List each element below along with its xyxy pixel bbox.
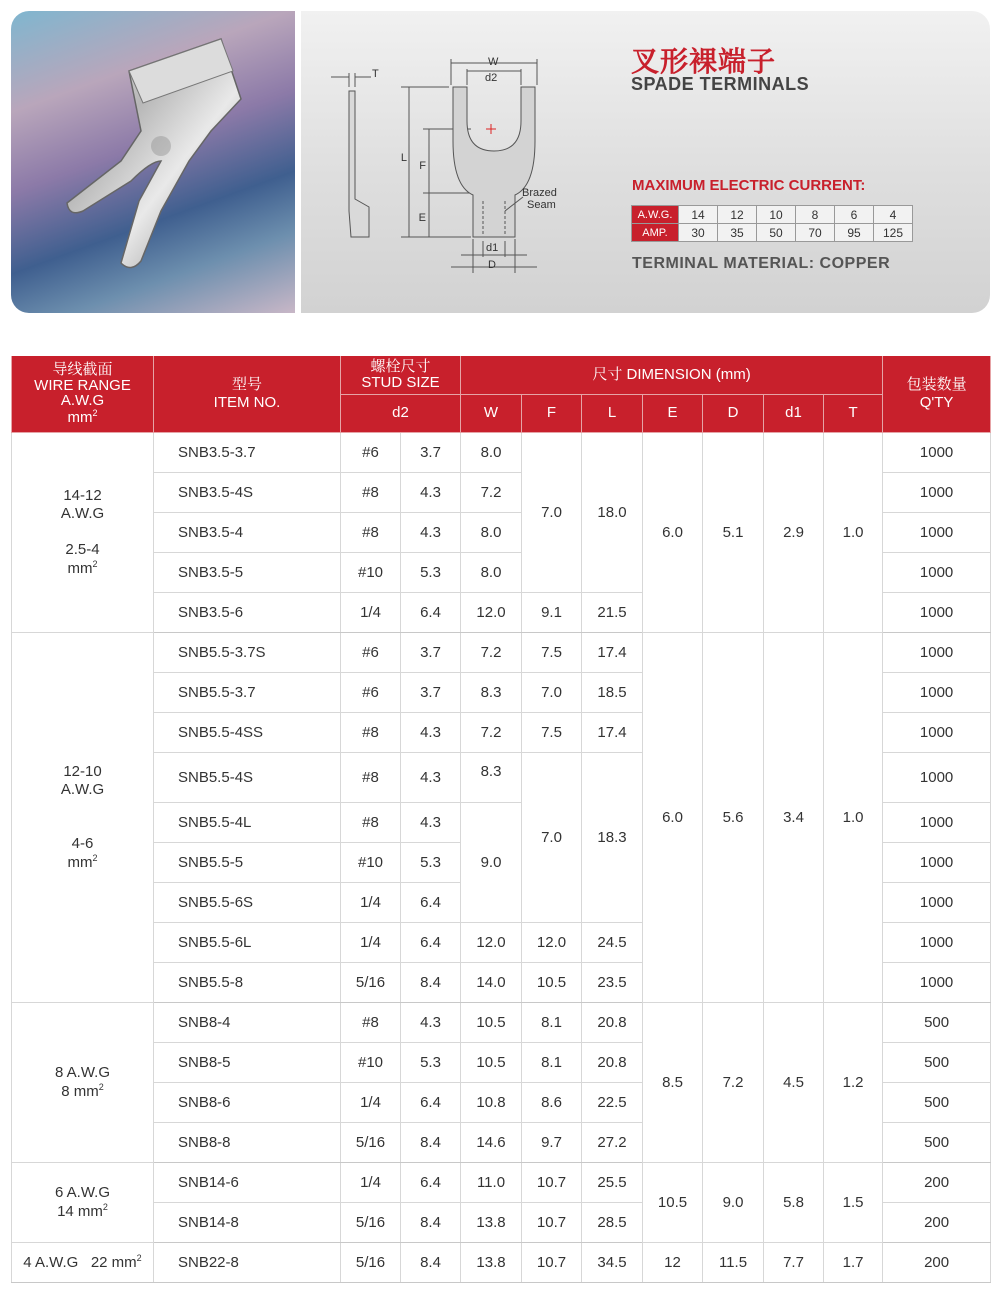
w-cell: 14.0	[461, 962, 522, 1002]
wire-range-cell: 14-12 A.W.G 2.5-4 $mm^2$	[12, 432, 154, 632]
e-cell: 6.0	[643, 432, 703, 632]
l-cell: 22.5	[582, 1082, 643, 1122]
d2-cell: 6.4	[401, 882, 461, 922]
w-cell: 14.6	[461, 1122, 522, 1162]
d2-cell: 6.4	[401, 592, 461, 632]
wire-range-cell: 8 A.W.G 8 $mm^2$	[12, 1002, 154, 1162]
stud-cell: #6	[341, 632, 401, 672]
d-cell: 11.5	[703, 1242, 764, 1282]
qty-cell: 1000	[883, 922, 991, 962]
page-title-cn: 叉形裸端子	[631, 46, 777, 77]
label-f: F	[419, 160, 426, 172]
item-cell: SNB5.5-4L	[154, 802, 341, 842]
w-cell: 12.0	[461, 592, 522, 632]
l-cell: 23.5	[582, 962, 643, 1002]
stud-cell: 5/16	[341, 962, 401, 1002]
amp-cell: 35	[718, 224, 757, 242]
stud-cell: #8	[341, 752, 401, 802]
item-cell: SNB3.5-5	[154, 552, 341, 592]
t-cell: 1.0	[824, 432, 883, 632]
header-e: E	[643, 394, 703, 432]
label-l: L	[400, 152, 407, 164]
w-cell: 10.8	[461, 1082, 522, 1122]
awg-label: A.W.G.	[632, 206, 679, 224]
w-cell: 7.2	[461, 712, 522, 752]
stud-cell: #10	[341, 842, 401, 882]
table-row	[12, 1242, 991, 1282]
table-row	[12, 432, 991, 472]
l-cell: 20.8	[582, 1002, 643, 1042]
page-title-en: SPADE TERMINALS	[631, 74, 810, 94]
d1-cell: 3.4	[764, 632, 824, 1002]
d2-cell: 8.4	[401, 962, 461, 1002]
d2-cell: 4.3	[401, 752, 461, 802]
d1-cell: 2.9	[764, 432, 824, 632]
header-f: F	[522, 394, 582, 432]
current-title: MAXIMUM ELECTRIC CURRENT:	[632, 177, 866, 194]
amp-cell: 70	[796, 224, 835, 242]
stud-cell: 1/4	[341, 922, 401, 962]
item-cell: SNB5.5-3.7	[154, 672, 341, 712]
l-cell: 17.4	[582, 712, 643, 752]
amp-row	[632, 224, 913, 242]
awg-cell: 6	[835, 206, 874, 224]
d2-cell: 4.3	[401, 472, 461, 512]
qty-cell: 1000	[883, 632, 991, 672]
wire-range-cell: 6 A.W.G 14 $mm^2$	[12, 1162, 154, 1242]
table-row	[12, 1002, 991, 1042]
w-cell: 8.3	[461, 672, 522, 712]
f-cell: 8.1	[522, 1002, 582, 1042]
qty-cell: 1000	[883, 592, 991, 632]
qty-cell: 1000	[883, 672, 991, 712]
f-cell: 12.0	[522, 922, 582, 962]
qty-cell: 1000	[883, 552, 991, 592]
f-cell: 7.0	[522, 432, 582, 592]
l-cell: 34.5	[582, 1242, 643, 1282]
item-cell: SNB5.5-6S	[154, 882, 341, 922]
f-cell: 10.7	[522, 1202, 582, 1242]
spade-terminal-image	[11, 11, 295, 313]
amp-cell: 95	[835, 224, 874, 242]
w-cell: 8.0	[461, 552, 522, 592]
item-cell: SNB8-8	[154, 1122, 341, 1162]
w-cell: 10.5	[461, 1042, 522, 1082]
d2-cell: 5.3	[401, 552, 461, 592]
item-cell: SNB8-6	[154, 1082, 341, 1122]
w-cell: 8.0	[461, 512, 522, 552]
awg-cell: 4	[874, 206, 913, 224]
item-cell: SNB5.5-4SS	[154, 712, 341, 752]
label-brazed: Brazed	[522, 187, 557, 199]
f-cell: 7.5	[522, 712, 582, 752]
e-cell: 10.5	[643, 1162, 703, 1242]
terminal-material: TERMINAL MATERIAL: COPPER	[632, 255, 891, 272]
d2-cell: 4.3	[401, 802, 461, 842]
d-cell: 9.0	[703, 1162, 764, 1242]
stud-cell: 1/4	[341, 1082, 401, 1122]
f-cell: 8.6	[522, 1082, 582, 1122]
d2-cell: 8.4	[401, 1122, 461, 1162]
header-item: 型号 ITEM NO.	[154, 356, 341, 432]
l-cell: 25.5	[582, 1162, 643, 1202]
label-d2: d2	[485, 72, 498, 84]
d1-cell: 4.5	[764, 1002, 824, 1162]
t-cell: 1.2	[824, 1002, 883, 1162]
d2-cell: 3.7	[401, 632, 461, 672]
t-cell: 1.0	[824, 632, 883, 1002]
item-cell: SNB3.5-4	[154, 512, 341, 552]
l-cell: 24.5	[582, 922, 643, 962]
f-cell: 8.1	[522, 1042, 582, 1082]
l-cell: 18.3	[582, 752, 643, 922]
l-cell: 20.8	[582, 1042, 643, 1082]
wire-range-cell: 12-10 A.W.G 4-6 $mm^2$	[12, 632, 154, 1002]
header-d2: d2	[341, 394, 461, 432]
e-cell: 6.0	[643, 632, 703, 1002]
header-d: D	[703, 394, 764, 432]
t-cell: 1.7	[824, 1242, 883, 1282]
d2-cell: 4.3	[401, 512, 461, 552]
w-cell: 7.2	[461, 632, 522, 672]
amp-label: AMP.	[632, 224, 679, 242]
header-d1: d1	[764, 394, 824, 432]
l-cell: 28.5	[582, 1202, 643, 1242]
label-d1: d1	[486, 242, 499, 254]
d-cell: 5.6	[703, 632, 764, 1002]
w-cell: 13.8	[461, 1202, 522, 1242]
stud-cell: #8	[341, 472, 401, 512]
table-row	[12, 1162, 991, 1202]
item-cell: SNB3.5-3.7	[154, 432, 341, 472]
table-row	[12, 632, 991, 672]
d2-cell: 4.3	[401, 712, 461, 752]
w-cell: 7.2	[461, 472, 522, 512]
f-cell: 10.7	[522, 1242, 582, 1282]
stud-cell: 1/4	[341, 592, 401, 632]
item-cell: SNB22-8	[154, 1242, 341, 1282]
header-qty: 包装数量 Q'TY	[883, 356, 991, 432]
d2-cell: 3.7	[401, 432, 461, 472]
qty-cell: 1000	[883, 882, 991, 922]
stud-cell: 1/4	[341, 882, 401, 922]
w-cell: 8.0	[461, 432, 522, 472]
amp-cell: 125	[874, 224, 913, 242]
stud-cell: 5/16	[341, 1122, 401, 1162]
qty-cell: 1000	[883, 432, 991, 472]
e-cell: 8.5	[643, 1002, 703, 1162]
product-photo	[11, 11, 295, 313]
item-cell: SNB5.5-3.7S	[154, 632, 341, 672]
item-cell: SNB8-5	[154, 1042, 341, 1082]
l-cell: 21.5	[582, 592, 643, 632]
item-cell: SNB14-8	[154, 1202, 341, 1242]
header-w: W	[461, 394, 522, 432]
t-cell: 1.5	[824, 1162, 883, 1242]
item-cell: SNB5.5-5	[154, 842, 341, 882]
qty-cell: 500	[883, 1042, 991, 1082]
f-cell: 9.7	[522, 1122, 582, 1162]
w-cell: 12.0	[461, 922, 522, 962]
stud-cell: #8	[341, 712, 401, 752]
item-cell: SNB14-6	[154, 1162, 341, 1202]
item-cell: SNB5.5-8	[154, 962, 341, 1002]
d2-cell: 4.3	[401, 1002, 461, 1042]
header-wire-range: 导线截面 WIRE RANGE A.W.G $mm^2$	[12, 356, 154, 432]
qty-cell: 1000	[883, 752, 991, 802]
qty-cell: 1000	[883, 842, 991, 882]
d2-cell: 6.4	[401, 922, 461, 962]
item-cell: SNB5.5-6L	[154, 922, 341, 962]
qty-cell: 200	[883, 1162, 991, 1202]
item-cell: SNB8-4	[154, 1002, 341, 1042]
qty-cell: 500	[883, 1122, 991, 1162]
f-cell: 10.5	[522, 962, 582, 1002]
stud-cell: #8	[341, 802, 401, 842]
amp-cell: 50	[757, 224, 796, 242]
label-d: D	[488, 259, 496, 271]
f-cell: 7.0	[522, 752, 582, 922]
qty-cell: 200	[883, 1202, 991, 1242]
awg-cell: 12	[718, 206, 757, 224]
dimension-diagram	[301, 11, 631, 313]
d2-cell: 5.3	[401, 1042, 461, 1082]
d2-cell: 8.4	[401, 1242, 461, 1282]
l-cell: 17.4	[582, 632, 643, 672]
qty-cell: 500	[883, 1082, 991, 1122]
label-w: W	[488, 56, 499, 68]
stud-cell: #8	[341, 1002, 401, 1042]
d2-cell: 3.7	[401, 672, 461, 712]
d-cell: 7.2	[703, 1002, 764, 1162]
qty-cell: 1000	[883, 472, 991, 512]
f-cell: 7.0	[522, 672, 582, 712]
w-cell: 10.5	[461, 1002, 522, 1042]
l-cell: 27.2	[582, 1122, 643, 1162]
f-cell: 9.1	[522, 592, 582, 632]
d2-cell: 8.4	[401, 1202, 461, 1242]
label-seam: Seam	[527, 199, 556, 211]
e-cell: 12	[643, 1242, 703, 1282]
qty-cell: 1000	[883, 802, 991, 842]
header-t: T	[824, 394, 883, 432]
f-cell: 10.7	[522, 1162, 582, 1202]
qty-cell: 200	[883, 1242, 991, 1282]
l-cell: 18.5	[582, 672, 643, 712]
header-dimension: 尺寸 DIMENSION (mm)	[461, 356, 883, 394]
d-cell: 5.1	[703, 432, 764, 632]
stud-cell: 1/4	[341, 1162, 401, 1202]
stud-cell: 5/16	[341, 1202, 401, 1242]
item-cell: SNB5.5-4S	[154, 752, 341, 802]
d1-cell: 7.7	[764, 1242, 824, 1282]
d2-cell: 5.3	[401, 842, 461, 882]
awg-cell: 10	[757, 206, 796, 224]
stud-cell: #8	[341, 512, 401, 552]
item-cell: SNB3.5-4S	[154, 472, 341, 512]
d2-cell: 6.4	[401, 1082, 461, 1122]
qty-cell: 500	[883, 1002, 991, 1042]
awg-row	[632, 206, 913, 224]
w-cell: 11.0	[461, 1162, 522, 1202]
d1-cell: 5.8	[764, 1162, 824, 1242]
awg-cell: 8	[796, 206, 835, 224]
stud-cell: #6	[341, 672, 401, 712]
w-cell: 9.0	[461, 802, 522, 922]
wire-range-cell: 4 A.W.G 22 $mm^2$	[12, 1242, 154, 1282]
w-cell: 8.3	[461, 752, 522, 802]
spec-table	[11, 356, 991, 1283]
label-e: E	[418, 212, 426, 224]
w-cell: 13.8	[461, 1242, 522, 1282]
f-cell: 7.5	[522, 632, 582, 672]
stud-cell: #10	[341, 1042, 401, 1082]
stud-cell: 5/16	[341, 1242, 401, 1282]
awg-cell: 14	[679, 206, 718, 224]
label-t: T	[372, 68, 379, 80]
stud-cell: #6	[341, 432, 401, 472]
qty-cell: 1000	[883, 512, 991, 552]
l-cell: 18.0	[582, 432, 643, 592]
header-stud: 螺栓尺寸 STUD SIZE	[341, 356, 461, 394]
stud-cell: #10	[341, 552, 401, 592]
amp-cell: 30	[679, 224, 718, 242]
qty-cell: 1000	[883, 962, 991, 1002]
item-cell: SNB3.5-6	[154, 592, 341, 632]
d2-cell: 6.4	[401, 1162, 461, 1202]
current-table	[631, 205, 913, 242]
qty-cell: 1000	[883, 712, 991, 752]
header-l: L	[582, 394, 643, 432]
